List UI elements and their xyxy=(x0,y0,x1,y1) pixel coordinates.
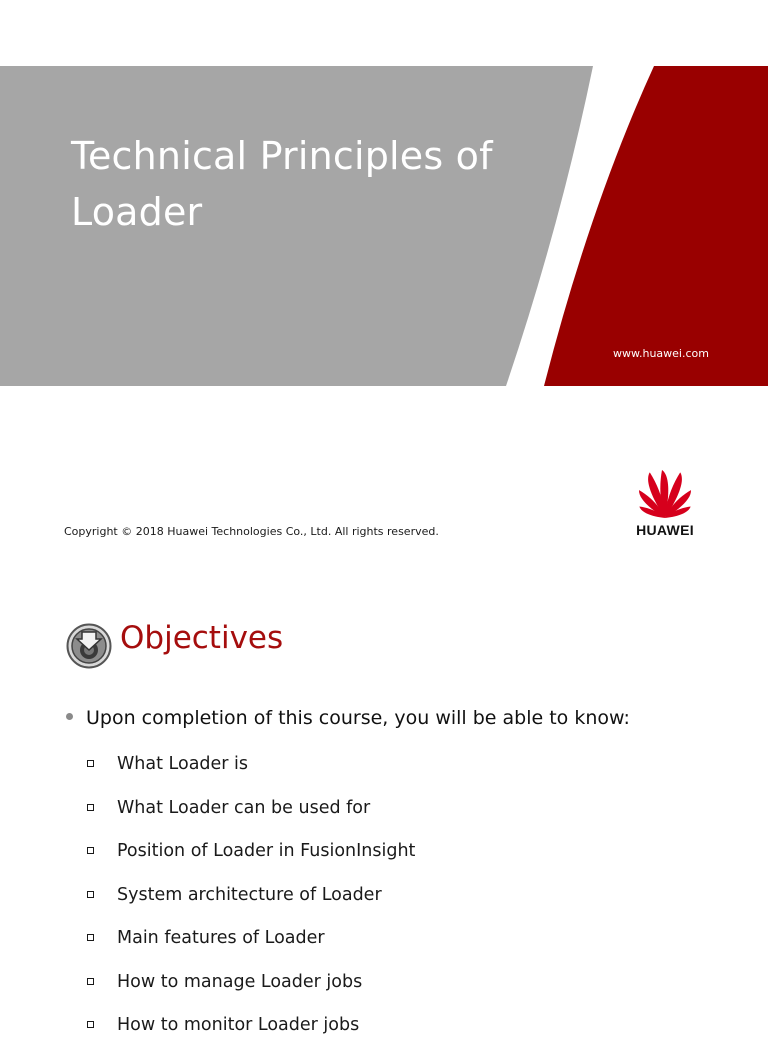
list-item-text: What Loader can be used for xyxy=(117,797,371,818)
list-item xyxy=(87,883,415,927)
list-item xyxy=(87,970,415,1014)
square-bullet-icon xyxy=(87,760,94,767)
copyright-notice: Copyright © 2018 Huawei Technologies Co., Ltd. All rights reserved. xyxy=(64,525,439,538)
square-bullet-icon xyxy=(87,847,94,854)
title-banner xyxy=(0,66,768,386)
list-item-text: How to monitor Loader jobs xyxy=(117,1015,360,1035)
list-item xyxy=(87,1013,415,1057)
objectives-slide xyxy=(0,580,768,1035)
presentation-title: Technical Principles of Loader xyxy=(71,134,493,234)
square-bullet-icon xyxy=(87,804,94,811)
objectives-heading: Objectives xyxy=(120,620,284,656)
huawei-petals-icon xyxy=(624,464,706,522)
list-item-text: Position of Loader in FusionInsight xyxy=(117,841,416,861)
huawei-logo xyxy=(624,464,706,540)
list-item-text: What Loader is xyxy=(117,754,249,774)
list-item-text: How to manage Loader jobs xyxy=(117,971,363,992)
objectives-target-icon xyxy=(66,623,112,669)
objectives-lead xyxy=(66,707,630,729)
website-url: www.huawei.com xyxy=(613,347,709,360)
list-item xyxy=(87,752,415,796)
list-item xyxy=(87,839,415,883)
list-item-text: Main features of Loader xyxy=(117,928,325,948)
square-bullet-icon xyxy=(87,891,94,898)
list-item xyxy=(87,796,415,840)
square-bullet-icon xyxy=(87,1021,94,1028)
bullet-dot xyxy=(66,713,73,720)
objectives-list xyxy=(87,752,415,1057)
lead-text: Upon completion of this course, you will be able to know: xyxy=(86,707,630,729)
logo-wordmark: HUAWEI xyxy=(636,522,694,538)
list-item xyxy=(87,926,415,970)
square-bullet-icon xyxy=(87,978,94,985)
square-bullet-icon xyxy=(87,934,94,941)
list-item-text: System architecture of Loader xyxy=(117,884,382,905)
